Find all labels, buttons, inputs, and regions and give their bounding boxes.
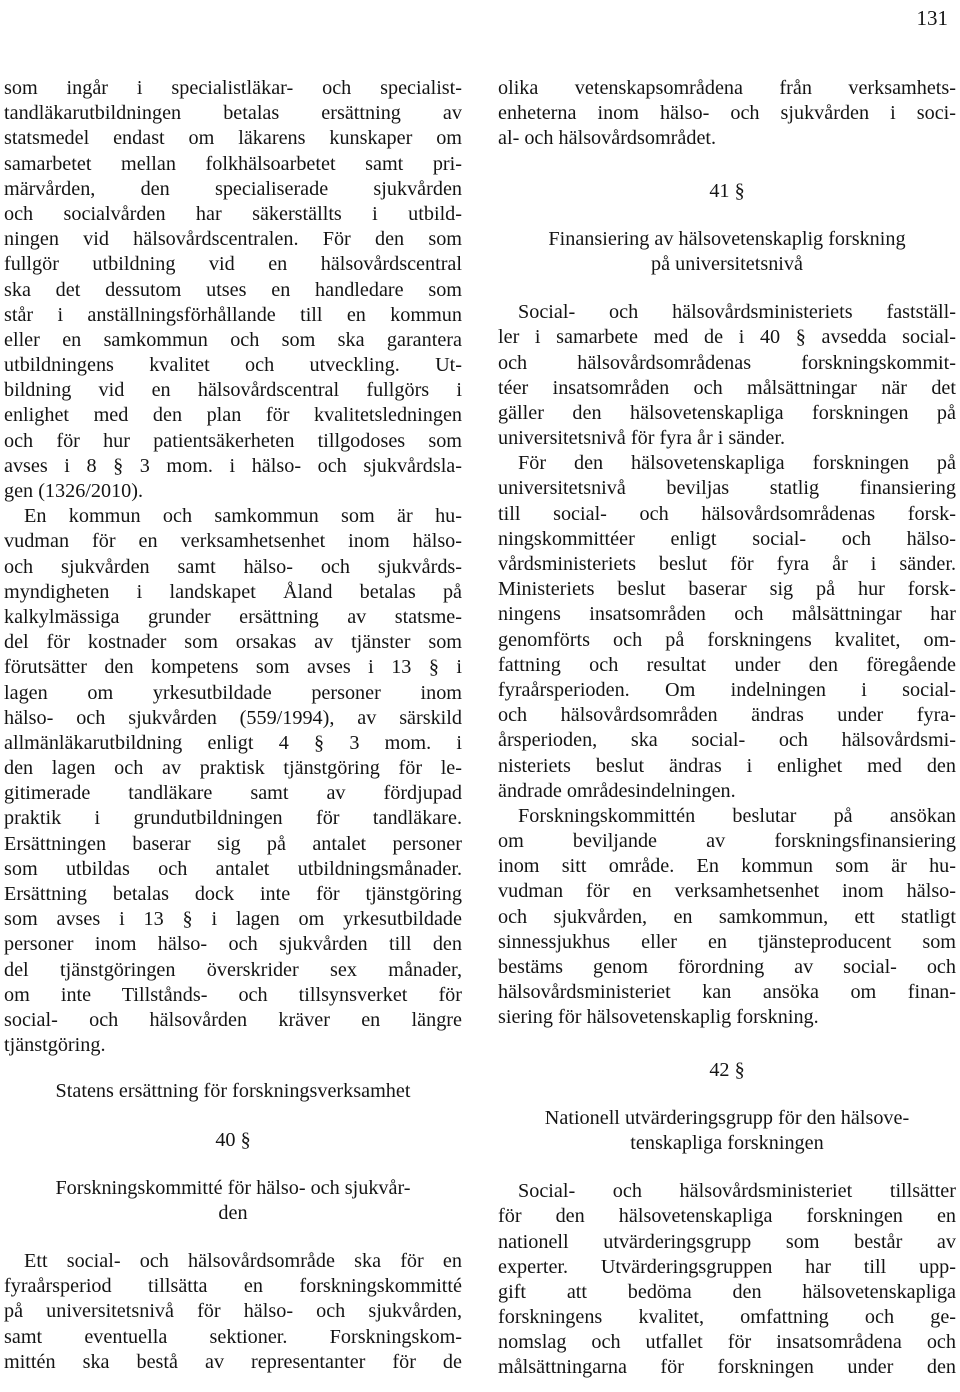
text-line: Forskningskommittén beslutar på ansökan xyxy=(518,804,956,827)
text-line: och sjukvården samt hälso- och sjukvårds- xyxy=(4,555,462,578)
paragraph xyxy=(498,451,956,804)
text-line: hälsovårdsministeriet kan ansöka om finan- xyxy=(498,981,956,1004)
text-line: Ministeriets beslut baserar sig på hur forsk- xyxy=(498,578,956,601)
text-line: del tjänstgöringen överskrider sex månader, xyxy=(4,958,462,981)
text-line: och socialvården har säkerställts i utbild- xyxy=(4,202,462,225)
section-number: 41 § xyxy=(709,179,745,202)
spacer xyxy=(498,204,956,227)
text-line: enheterna inom hälso- och sjukvården i soci- xyxy=(498,102,956,125)
text-line: på universitetsnivå för hälso- och sjukvården, xyxy=(4,1300,462,1323)
spacer xyxy=(498,1083,956,1106)
section-heading xyxy=(498,227,956,277)
text-line: som utbildas och antalet utbildningsmånader. xyxy=(4,857,462,880)
text-line: universitetsnivå för fyra år i sänder. xyxy=(498,427,786,450)
text-line: om beviljande av forskningsfinansiering xyxy=(498,830,956,853)
text-line: vudman för en verksamhetsenhet inom hälso- xyxy=(4,530,462,553)
text-line: ningskommittéer enligt social- och hälso- xyxy=(498,527,956,550)
text-line: bildning vid en hälsovårdscentral fullgörs i xyxy=(4,379,462,402)
text-line: samarbetet mellan folkhälsoarbetet samt pri- xyxy=(4,152,462,175)
heading-line: Nationell utvärderingsgrupp för den hälsove- xyxy=(544,1106,910,1129)
text-line: tandläkarutbildningen betalas ersättning av xyxy=(4,102,462,125)
text-line: Social- och hälsovårdsministeriet tillsätter xyxy=(518,1180,956,1203)
text-line: målsättningarna för forskningen under den xyxy=(498,1356,956,1379)
spacer xyxy=(498,1156,956,1179)
paragraph xyxy=(498,1179,956,1381)
spacer xyxy=(498,1031,956,1058)
text-line: hälso- och sjukvården (559/1994), av särskild xyxy=(4,706,462,729)
text-line: Ett social- och hälsovårdsområde ska för en xyxy=(24,1250,462,1273)
text-line: praktik i grundutbildningen för tandläkare. xyxy=(4,807,462,830)
text-line: genomförts och på forskningens kvalitet, om- xyxy=(498,628,956,651)
paragraph xyxy=(4,504,462,1058)
text-line: Ersättning betalas dock inte för tjänstgöring xyxy=(4,883,462,905)
spacer xyxy=(4,1058,462,1079)
paragraph xyxy=(4,1249,462,1375)
text-line: ändrade områdesindelningen. xyxy=(498,779,736,802)
text-line: social- och hälsovården kräver en längre xyxy=(4,1008,462,1031)
text-line: mittén ska bestå av representanter för de xyxy=(4,1350,462,1373)
text-line: fyraårsperioden. Om indelningen i social- xyxy=(498,678,956,701)
heading-line: på universitetsnivå xyxy=(651,252,803,275)
left-column xyxy=(4,76,462,1375)
text-line: olika vetenskapsområdena från verksamhets- xyxy=(498,77,956,99)
text-line: téer insatsområden och målsättningar när det xyxy=(498,376,956,399)
text-line: om inte Tillstånds- och tillsynsverket för xyxy=(4,983,462,1006)
text-line: står i anställningsförhållande till en kommun xyxy=(4,303,462,326)
text-line: tjänstgöring. xyxy=(4,1034,106,1057)
text-line: utbildningens kvalitet och utveckling. Ut- xyxy=(4,354,462,377)
text-line: och hälsovårdsområden ändras under fyra- xyxy=(498,704,956,727)
right-column xyxy=(498,76,956,1381)
text-line: fyraårsperiod tillsätta en forskningskommitté xyxy=(4,1275,462,1298)
spacer xyxy=(4,1105,462,1128)
text-line: avses i 8 § 3 mom. i hälso- och sjukvårdsla- xyxy=(4,454,462,477)
text-line: För den hälsovetenskapliga forskningen på xyxy=(518,452,956,475)
paragraph xyxy=(4,76,462,504)
heading-line: Finansiering av hälsovetenskaplig forskning xyxy=(548,227,906,250)
text-line: universitetsnivå beviljas statlig finansiering xyxy=(498,477,956,500)
text-line: vårdsministeriets beslut för fyra år i sänder. xyxy=(498,553,956,575)
paragraph xyxy=(498,76,956,152)
chapter-heading: Statens ersättning för forskningsverksamhet xyxy=(55,1080,411,1103)
text-line: lagen om yrkesutbildade personer inom xyxy=(4,681,462,704)
text-line: ningens insatsområden och målsättningar har xyxy=(498,603,956,626)
text-line: fullgör utbildning vid en hälsovårdscentral xyxy=(4,253,462,276)
section-heading xyxy=(498,1106,956,1156)
text-line: del för kostnader som orsakas av tjänster som xyxy=(4,631,462,654)
text-line: Social- och hälsovårdsministeriets fastställ- xyxy=(518,301,956,324)
text-line: forskningens kvalitet, omfattning och ge- xyxy=(498,1306,956,1329)
text-line: vudman för en verksamhetsenhet inom hälso- xyxy=(498,880,956,903)
spacer xyxy=(4,1153,462,1176)
text-line: sinnessjukhus eller en tjänsteproducent som xyxy=(498,930,956,953)
text-line: som ingår i specialistläkar- och specialist- xyxy=(4,77,462,99)
text-line: och sjukvården, en samkommun, ett statligt xyxy=(498,905,956,928)
text-line: som avses i 13 § i lagen om yrkesutbildade xyxy=(4,908,462,931)
text-line: experter. Utvärderingsgruppen har till upp- xyxy=(498,1255,956,1278)
text-line: den lagen och av praktisk tjänstgöring för le- xyxy=(4,757,462,780)
text-line: gäller den hälsovetenskapliga forskningen på xyxy=(498,401,956,424)
heading-line: den xyxy=(218,1201,248,1224)
text-line: för den hälsovetenskapliga forskningen en xyxy=(498,1205,956,1228)
text-line: ler i samarbete med de i 40 § avsedda social- xyxy=(498,326,956,349)
text-line: personer inom hälso- och sjukvården till den xyxy=(4,933,462,956)
text-line: fattning och resultat under den föregående xyxy=(498,653,956,676)
text-line: gen (1326/2010). xyxy=(4,480,144,502)
text-line: enlighet med den plan för kvalitetsledningen xyxy=(4,404,462,427)
text-line: årsperioden, ska social- och hälsovårdsmi- xyxy=(498,729,956,752)
text-line: allmänläkarutbildning enligt 4 § 3 mom. i xyxy=(4,731,462,754)
heading-line: tenskapliga forskningen xyxy=(630,1131,824,1154)
text-line: Ersättningen baserar sig på antalet personer xyxy=(4,832,462,855)
paragraph xyxy=(498,300,956,451)
heading-line: Forskningskommitté för hälso- och sjukvår- xyxy=(55,1176,411,1199)
text-line: inom sitt område. En kommun som är hu- xyxy=(498,855,956,878)
text-line: till social- och hälsovårdsområdenas forsk- xyxy=(498,502,956,525)
spacer xyxy=(4,1226,462,1249)
text-line: gitimerade tandläkare samt av fördjupad xyxy=(4,782,462,805)
text-line: och hälsovårdsområdenas forskningskommit- xyxy=(498,351,956,374)
text-line: nationell utvärderingsgrupp som består av xyxy=(498,1230,956,1253)
spacer xyxy=(498,152,956,179)
text-line: al- och hälsovårdsområdet. xyxy=(498,127,717,150)
text-line: nomslag och utfallet för insatsområdena och xyxy=(498,1331,956,1354)
text-line: ska det dessutom utses en handledare som xyxy=(4,278,462,301)
text-line: bestäms genom förordning av social- och xyxy=(498,956,956,978)
text-line: eller en samkommun och som ska garantera xyxy=(4,328,462,351)
spacer xyxy=(498,277,956,300)
section-number: 42 § xyxy=(709,1058,745,1081)
text-line: nisteriets beslut ändras i enlighet med den xyxy=(498,754,956,777)
text-line: samt eventuella sektioner. Forskningskom- xyxy=(4,1325,462,1348)
text-line: siering för hälsovetenskaplig forskning. xyxy=(498,1006,819,1029)
text-line: En kommun och samkommun som är hu- xyxy=(24,505,462,528)
text-line: märvården, den specialiserade sjukvården xyxy=(4,177,462,200)
text-line: statsmedel endast om läkarens kunskaper om xyxy=(4,127,462,150)
page-number: 131 xyxy=(916,6,948,30)
text-line: ningen vid hälsovårdscentralen. För den som xyxy=(4,228,462,251)
text-line: gift att bedöma den hälsovetenskapliga xyxy=(498,1280,956,1303)
section-number: 40 § xyxy=(215,1128,251,1151)
text-line: förutsätter den kompetens som avses i 13 § i xyxy=(4,656,462,679)
section-heading xyxy=(4,1176,462,1226)
text-line: och för hur patientsäkerheten tillgodoses som xyxy=(4,429,462,452)
text-line: kalkylmässiga grunder ersättning av statsme- xyxy=(4,605,462,628)
text-line: myndigheten i landskapet Åland betalas på xyxy=(4,580,462,603)
paragraph xyxy=(498,804,956,1031)
